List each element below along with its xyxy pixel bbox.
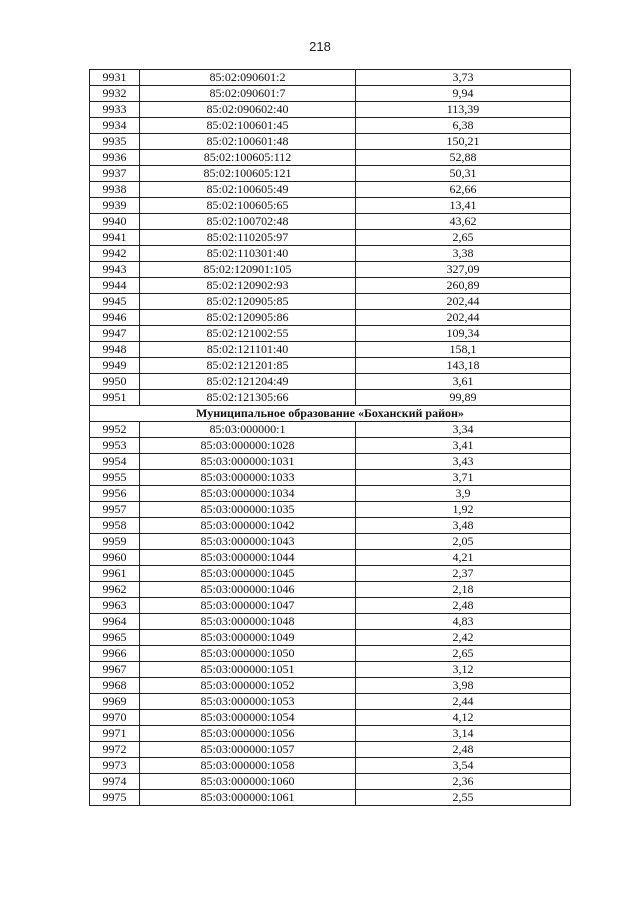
row-number-cell: 9953 [90, 438, 140, 454]
table-row [90, 230, 571, 246]
row-number-cell: 9964 [90, 614, 140, 630]
row-number-cell: 9960 [90, 550, 140, 566]
value-cell: 143,18 [356, 358, 571, 374]
value-cell: 3,71 [356, 470, 571, 486]
cadastral-number-cell: 85:03:000000:1043 [140, 534, 356, 550]
cadastral-number-cell: 85:02:100605:65 [140, 198, 356, 214]
row-number-cell: 9950 [90, 374, 140, 390]
cadastral-number-cell: 85:03:000000:1048 [140, 614, 356, 630]
cadastral-number-cell: 85:03:000000:1035 [140, 502, 356, 518]
row-number-cell: 9942 [90, 246, 140, 262]
row-number-cell: 9936 [90, 150, 140, 166]
land-plot-table [89, 69, 571, 806]
row-number-cell: 9941 [90, 230, 140, 246]
table-row [90, 262, 571, 278]
row-number-cell: 9961 [90, 566, 140, 582]
value-cell: 2,65 [356, 646, 571, 662]
row-number-cell: 9963 [90, 598, 140, 614]
table-row [90, 598, 571, 614]
table-row [90, 774, 571, 790]
table-row [90, 534, 571, 550]
cadastral-number-cell: 85:03:000000:1046 [140, 582, 356, 598]
cadastral-number-cell: 85:03:000000:1056 [140, 726, 356, 742]
value-cell: 4,21 [356, 550, 571, 566]
value-cell: 109,34 [356, 326, 571, 342]
value-cell: 3,48 [356, 518, 571, 534]
value-cell: 2,18 [356, 582, 571, 598]
table-row [90, 198, 571, 214]
table-row [90, 246, 571, 262]
table-row [90, 742, 571, 758]
row-number-cell: 9932 [90, 86, 140, 102]
value-cell: 202,44 [356, 310, 571, 326]
cadastral-number-cell: 85:03:000000:1049 [140, 630, 356, 646]
value-cell: 50,31 [356, 166, 571, 182]
row-number-cell: 9947 [90, 326, 140, 342]
table-row [90, 710, 571, 726]
table-row [90, 342, 571, 358]
value-cell: 2,55 [356, 790, 571, 806]
cadastral-number-cell: 85:02:090601:7 [140, 86, 356, 102]
table-row [90, 102, 571, 118]
table-row [90, 214, 571, 230]
cadastral-number-cell: 85:02:120905:85 [140, 294, 356, 310]
value-cell: 2,65 [356, 230, 571, 246]
value-cell: 2,48 [356, 598, 571, 614]
row-number-cell: 9966 [90, 646, 140, 662]
value-cell: 3,14 [356, 726, 571, 742]
value-cell: 3,34 [356, 422, 571, 438]
cadastral-number-cell: 85:03:000000:1052 [140, 678, 356, 694]
row-number-cell: 9934 [90, 118, 140, 134]
row-number-cell: 9971 [90, 726, 140, 742]
value-cell: 2,48 [356, 742, 571, 758]
row-number-cell: 9965 [90, 630, 140, 646]
table-row [90, 790, 571, 806]
cadastral-number-cell: 85:03:000000:1057 [140, 742, 356, 758]
value-cell: 1,92 [356, 502, 571, 518]
row-number-cell: 9974 [90, 774, 140, 790]
cadastral-number-cell: 85:02:121101:40 [140, 342, 356, 358]
value-cell: 3,54 [356, 758, 571, 774]
table-row [90, 358, 571, 374]
row-number-cell: 9933 [90, 102, 140, 118]
table-row [90, 470, 571, 486]
value-cell: 2,37 [356, 566, 571, 582]
cadastral-number-cell: 85:02:090601:2 [140, 70, 356, 86]
table-row [90, 614, 571, 630]
value-cell: 4,12 [356, 710, 571, 726]
cadastral-number-cell: 85:03:000000:1034 [140, 486, 356, 502]
table-row [90, 134, 571, 150]
value-cell: 3,38 [356, 246, 571, 262]
cadastral-number-cell: 85:02:110205:97 [140, 230, 356, 246]
table-row [90, 118, 571, 134]
cadastral-number-cell: 85:03:000000:1054 [140, 710, 356, 726]
row-number-cell: 9949 [90, 358, 140, 374]
cadastral-number-cell: 85:02:121201:85 [140, 358, 356, 374]
table-row [90, 166, 571, 182]
row-number-cell: 9955 [90, 470, 140, 486]
cadastral-number-cell: 85:03:000000:1044 [140, 550, 356, 566]
value-cell: 3,73 [356, 70, 571, 86]
value-cell: 260,89 [356, 278, 571, 294]
table-row [90, 694, 571, 710]
cadastral-number-cell: 85:02:121002:55 [140, 326, 356, 342]
value-cell: 3,12 [356, 662, 571, 678]
cadastral-number-cell: 85:03:000000:1 [140, 422, 356, 438]
cadastral-number-cell: 85:03:000000:1028 [140, 438, 356, 454]
row-number-cell: 9935 [90, 134, 140, 150]
cadastral-number-cell: 85:03:000000:1060 [140, 774, 356, 790]
table-row [90, 390, 571, 406]
row-number-cell: 9970 [90, 710, 140, 726]
cadastral-number-cell: 85:02:100601:48 [140, 134, 356, 150]
value-cell: 3,98 [356, 678, 571, 694]
value-cell: 6,38 [356, 118, 571, 134]
value-cell: 113,39 [356, 102, 571, 118]
cadastral-number-cell: 85:02:120901:105 [140, 262, 356, 278]
cadastral-number-cell: 85:02:121305:66 [140, 390, 356, 406]
cadastral-number-cell: 85:02:120905:86 [140, 310, 356, 326]
value-cell: 3,41 [356, 438, 571, 454]
row-number-cell: 9931 [90, 70, 140, 86]
table-row [90, 758, 571, 774]
cadastral-number-cell: 85:03:000000:1053 [140, 694, 356, 710]
row-number-cell: 9962 [90, 582, 140, 598]
row-number-cell: 9943 [90, 262, 140, 278]
cadastral-number-cell: 85:02:100605:121 [140, 166, 356, 182]
table-row [90, 326, 571, 342]
table-row [90, 278, 571, 294]
table-body-after [90, 422, 571, 806]
value-cell: 327,09 [356, 262, 571, 278]
table-row [90, 646, 571, 662]
row-number-cell: 9940 [90, 214, 140, 230]
table-row [90, 454, 571, 470]
value-cell: 150,21 [356, 134, 571, 150]
table-row [90, 70, 571, 86]
row-number-cell: 9969 [90, 694, 140, 710]
section-title: Муниципальное образование «Боханский район» [90, 406, 571, 422]
table-row [90, 438, 571, 454]
row-number-cell: 9954 [90, 454, 140, 470]
value-cell: 4,83 [356, 614, 571, 630]
value-cell: 202,44 [356, 294, 571, 310]
table-row [90, 422, 571, 438]
cadastral-number-cell: 85:02:100702:48 [140, 214, 356, 230]
row-number-cell: 9972 [90, 742, 140, 758]
page-number: 218 [309, 39, 331, 54]
table-row [90, 182, 571, 198]
value-cell: 3,9 [356, 486, 571, 502]
row-number-cell: 9937 [90, 166, 140, 182]
value-cell: 3,61 [356, 374, 571, 390]
table-row [90, 502, 571, 518]
section-header-row [90, 406, 571, 422]
value-cell: 52,88 [356, 150, 571, 166]
cadastral-number-cell: 85:02:100605:49 [140, 182, 356, 198]
value-cell: 43,62 [356, 214, 571, 230]
table-row [90, 518, 571, 534]
row-number-cell: 9951 [90, 390, 140, 406]
cadastral-number-cell: 85:03:000000:1045 [140, 566, 356, 582]
table-row [90, 662, 571, 678]
row-number-cell: 9959 [90, 534, 140, 550]
row-number-cell: 9975 [90, 790, 140, 806]
cadastral-number-cell: 85:02:090602:40 [140, 102, 356, 118]
table-row [90, 726, 571, 742]
cadastral-number-cell: 85:03:000000:1050 [140, 646, 356, 662]
value-cell: 2,44 [356, 694, 571, 710]
row-number-cell: 9952 [90, 422, 140, 438]
table-row [90, 86, 571, 102]
cadastral-number-cell: 85:03:000000:1061 [140, 790, 356, 806]
table-row [90, 550, 571, 566]
row-number-cell: 9939 [90, 198, 140, 214]
value-cell: 2,36 [356, 774, 571, 790]
value-cell: 3,43 [356, 454, 571, 470]
row-number-cell: 9938 [90, 182, 140, 198]
value-cell: 9,94 [356, 86, 571, 102]
cadastral-number-cell: 85:02:100601:45 [140, 118, 356, 134]
table-row [90, 678, 571, 694]
cadastral-number-cell: 85:02:100605:112 [140, 150, 356, 166]
row-number-cell: 9944 [90, 278, 140, 294]
row-number-cell: 9946 [90, 310, 140, 326]
row-number-cell: 9945 [90, 294, 140, 310]
table-body-before [90, 70, 571, 406]
value-cell: 13,41 [356, 198, 571, 214]
cadastral-number-cell: 85:03:000000:1058 [140, 758, 356, 774]
value-cell: 158,1 [356, 342, 571, 358]
cadastral-number-cell: 85:02:110301:40 [140, 246, 356, 262]
table-row [90, 486, 571, 502]
row-number-cell: 9967 [90, 662, 140, 678]
cadastral-number-cell: 85:03:000000:1033 [140, 470, 356, 486]
cadastral-number-cell: 85:03:000000:1051 [140, 662, 356, 678]
value-cell: 62,66 [356, 182, 571, 198]
value-cell: 2,42 [356, 630, 571, 646]
table-row [90, 566, 571, 582]
row-number-cell: 9948 [90, 342, 140, 358]
section-header-body [90, 406, 571, 422]
table-row [90, 310, 571, 326]
row-number-cell: 9957 [90, 502, 140, 518]
cadastral-number-cell: 85:03:000000:1047 [140, 598, 356, 614]
cadastral-number-cell: 85:03:000000:1031 [140, 454, 356, 470]
row-number-cell: 9958 [90, 518, 140, 534]
table-row [90, 294, 571, 310]
row-number-cell: 9968 [90, 678, 140, 694]
cadastral-number-cell: 85:02:120902:93 [140, 278, 356, 294]
table-row [90, 582, 571, 598]
value-cell: 2,05 [356, 534, 571, 550]
table-row [90, 630, 571, 646]
cadastral-number-cell: 85:03:000000:1042 [140, 518, 356, 534]
row-number-cell: 9956 [90, 486, 140, 502]
value-cell: 99,89 [356, 390, 571, 406]
cadastral-number-cell: 85:02:121204:49 [140, 374, 356, 390]
table-row [90, 374, 571, 390]
row-number-cell: 9973 [90, 758, 140, 774]
table-row [90, 150, 571, 166]
